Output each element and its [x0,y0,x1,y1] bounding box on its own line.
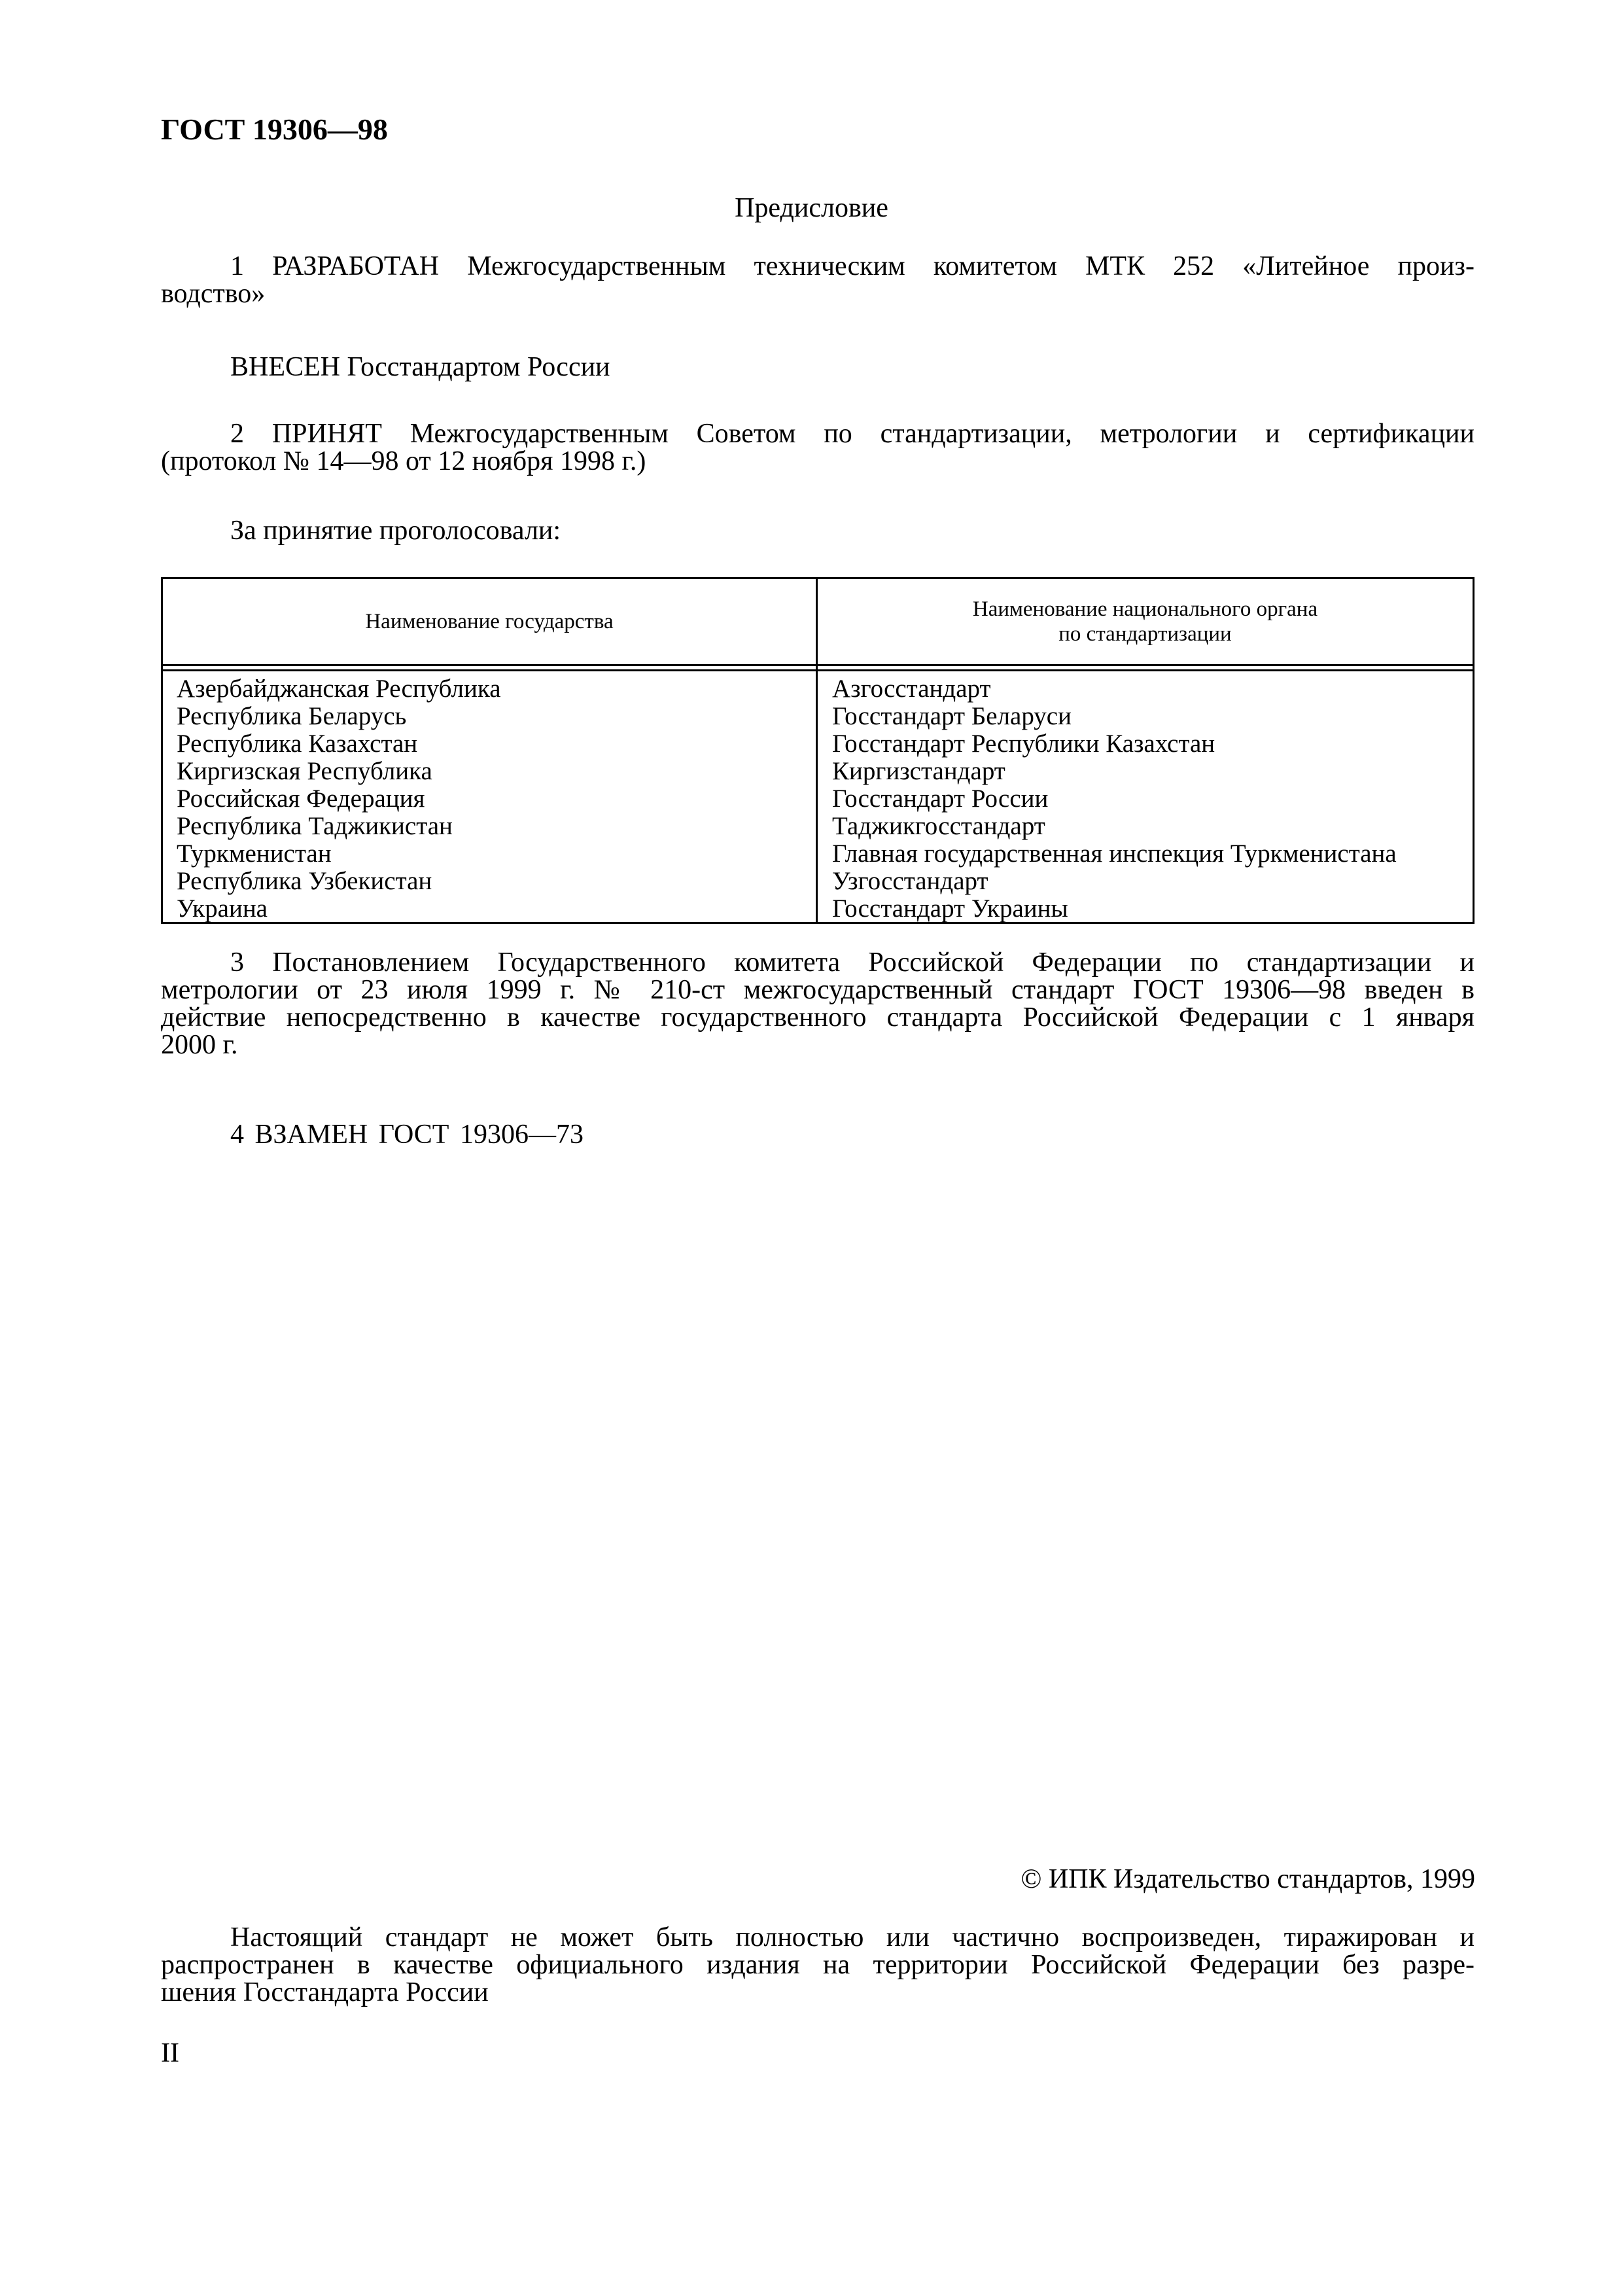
copyright: © ИПК Издательство стандартов, 1999 [1021,1864,1475,1894]
table-cell-body: Азгосстандарт [832,675,991,703]
table-column-states [177,675,501,923]
item-3-line-1: 3 Постановлением Государственного комитета Российской Федерации по стандартизации и [230,947,1475,978]
table-header-rule [163,664,1473,666]
item-4-replaces: 4 ВЗАМЕН ГОСТ 19306—73 [230,1120,584,1150]
table-cell-state: Республика Казахстан [177,730,418,758]
table-cell-state: Российская Федерация [177,785,425,813]
table-cell-state: Туркменистан [177,839,332,868]
item-1-line-2: водство» [161,279,266,309]
notice-line-3: шения Госстандарта России [161,1977,489,2007]
table-cell-body: Таджикгосстандарт [832,812,1045,840]
item-2-line-1: 2 ПРИНЯТ Межгосударственным Советом по стандартизации, метрологии и сертификации [230,419,1475,449]
item-1-developed [161,253,1475,308]
table-cell-body: Киргизстандарт [832,757,1005,785]
table-cell-body: Узгосстандарт [832,867,988,895]
table-header-state: Наименование государства [365,610,614,633]
table-header-rule-double [163,669,1473,671]
item-1-line-1: 1 РАЗРАБОТАН Межгосударственным техническим комитетом МТК 252 «Литейное произ- [230,251,1475,281]
table-cell-state: Украина [177,894,268,923]
item-3-line-3: действие непосредственно в качестве государственного стандарта Российской Федерации с 1 января [161,1002,1475,1033]
standard-code: ГОСТ 19306—98 [161,113,388,146]
table-cell-state: Киргизская Республика [177,757,432,785]
notice-line-1: Настоящий стандарт не может быть полностью или частично воспроизведен, тиражирован и [230,1922,1475,1952]
item-2-adopted [161,420,1475,475]
reproduction-notice [161,1924,1475,2006]
table-cell-state: Республика Таджикистан [177,812,453,840]
preface-title: Предисловие [735,193,888,223]
item-3-line-4: 2000 г. [161,1030,238,1060]
table-cell-state: Азербайджанская Республика [177,675,501,703]
table-cell-body: Госстандарт России [832,785,1049,813]
table-header-body-line-1: Наименование национального органа [972,597,1318,621]
table-cell-state: Республика Узбекистан [177,867,432,895]
table-header-body [818,579,1473,664]
table-column-bodies [832,675,1397,923]
table-cell-body: Госстандарт Беларуси [832,702,1072,730]
table-cell-body: Госстандарт Республики Казахстан [832,730,1215,758]
table-cell-state: Республика Беларусь [177,702,407,730]
item-2-line-2: (протокол № 14—98 от 12 ноября 1998 г.) [161,446,646,476]
notice-line-2: распространен в качестве официального издания на территории Российской Федерации без разре- [161,1950,1475,1980]
item-1-submitted: ВНЕСЕН Госстандартом России [230,352,610,382]
item-3-line-2: метрологии от 23 июля 1999 г. № 210-ст межгосударственный стандарт ГОСТ 19306—98 введен в [161,975,1475,1005]
page-number: II [161,2038,179,2068]
table-cell-body: Главная государственная инспекция Туркменистана [832,839,1397,868]
vote-table [161,577,1475,924]
table-header-body-line-2: по стандартизации [1058,622,1232,646]
table-cell-body: Госстандарт Украины [832,894,1068,923]
vote-intro: За принятие проголосовали: [230,516,561,546]
item-3-enacted [161,949,1475,1059]
